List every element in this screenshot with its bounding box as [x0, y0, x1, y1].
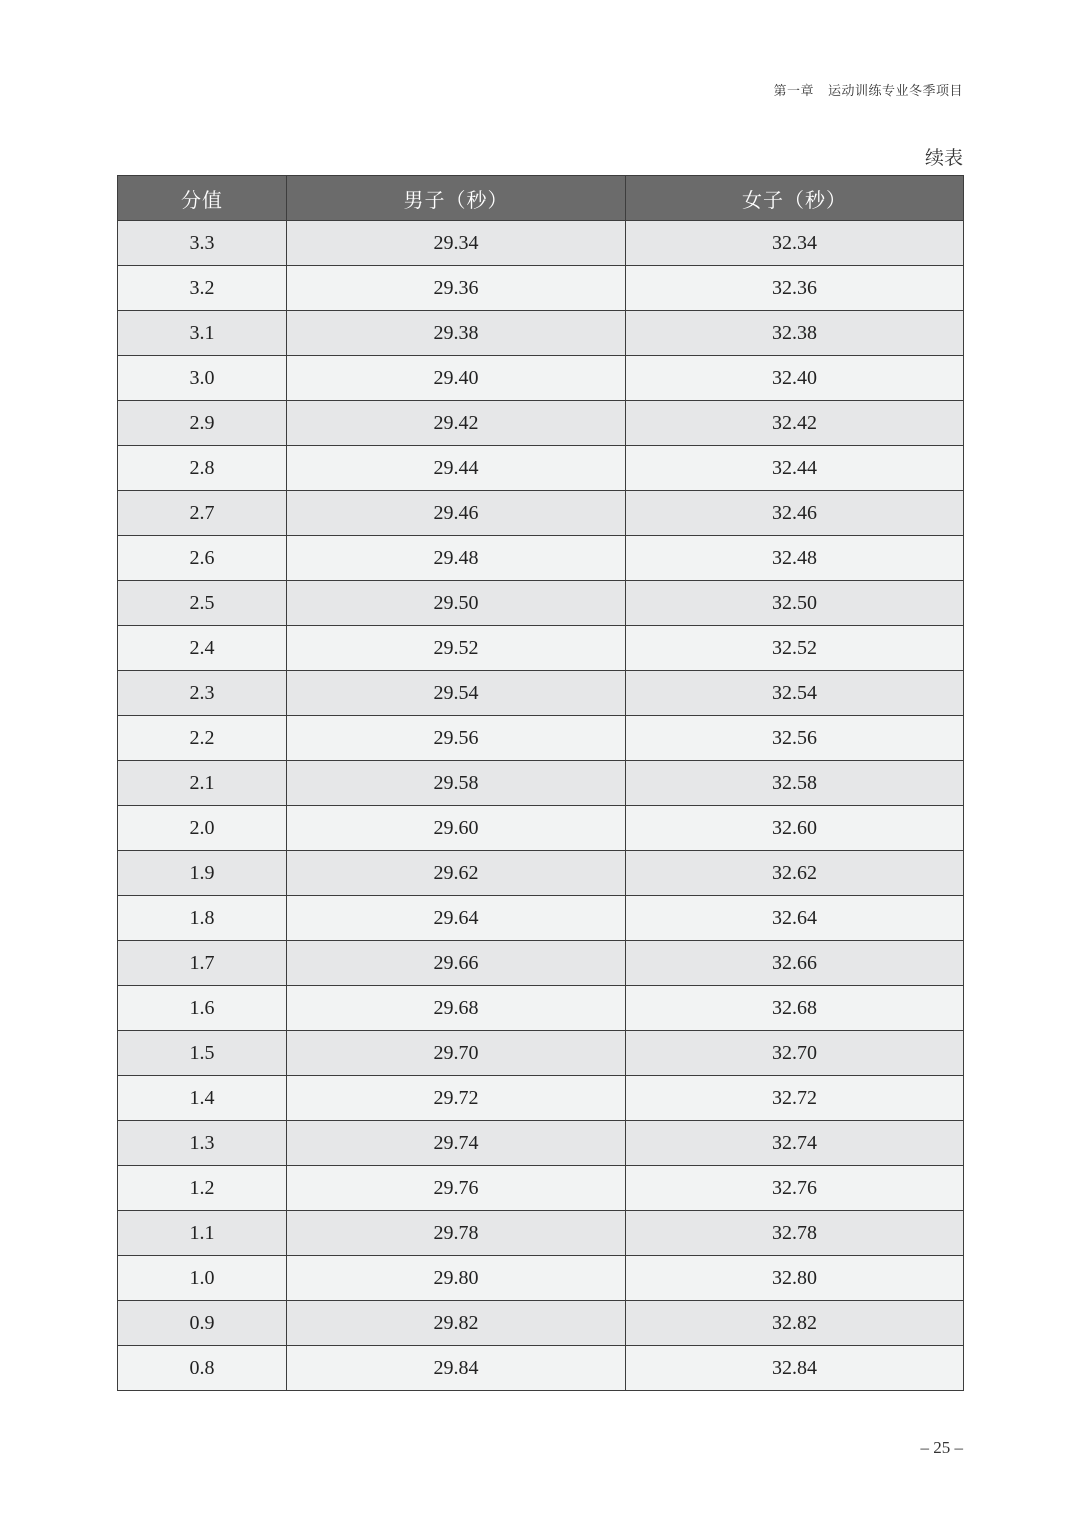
score-cell: 1.9: [118, 851, 287, 896]
male-time-cell: 29.48: [287, 536, 626, 581]
male-time-cell: 29.36: [287, 266, 626, 311]
table-row: [118, 401, 964, 446]
male-time-cell: 29.52: [287, 626, 626, 671]
score-cell: 2.5: [118, 581, 287, 626]
female-time-cell: 32.64: [626, 896, 964, 941]
male-time-cell: 29.64: [287, 896, 626, 941]
table-row: [118, 941, 964, 986]
male-time-cell: 29.84: [287, 1346, 626, 1391]
table-row: [118, 851, 964, 896]
male-time-cell: 29.56: [287, 716, 626, 761]
table-row: [118, 536, 964, 581]
male-time-cell: 29.38: [287, 311, 626, 356]
table-row: [118, 986, 964, 1031]
female-time-cell: 32.84: [626, 1346, 964, 1391]
score-cell: 3.3: [118, 221, 287, 266]
table-row: [118, 1301, 964, 1346]
score-cell: 2.7: [118, 491, 287, 536]
female-time-cell: 32.40: [626, 356, 964, 401]
female-time-cell: 32.74: [626, 1121, 964, 1166]
male-time-cell: 29.34: [287, 221, 626, 266]
table-row: [118, 1346, 964, 1391]
score-cell: 2.0: [118, 806, 287, 851]
table-row: [118, 716, 964, 761]
female-time-cell: 32.76: [626, 1166, 964, 1211]
table-header-row: [118, 176, 964, 221]
table-row: [118, 1031, 964, 1076]
score-cell: 1.0: [118, 1256, 287, 1301]
male-time-cell: 29.80: [287, 1256, 626, 1301]
female-time-cell: 32.36: [626, 266, 964, 311]
female-time-cell: 32.62: [626, 851, 964, 896]
female-time-cell: 32.46: [626, 491, 964, 536]
score-cell: 0.8: [118, 1346, 287, 1391]
score-cell: 2.9: [118, 401, 287, 446]
female-time-cell: 32.56: [626, 716, 964, 761]
score-cell: 2.1: [118, 761, 287, 806]
male-time-cell: 29.42: [287, 401, 626, 446]
table-row: [118, 1121, 964, 1166]
score-cell: 2.3: [118, 671, 287, 716]
score-table: [117, 175, 964, 1391]
table-row: [118, 626, 964, 671]
header-male-seconds: 男子（秒）: [287, 176, 626, 221]
female-time-cell: 32.42: [626, 401, 964, 446]
score-cell: 1.1: [118, 1211, 287, 1256]
score-cell: 1.2: [118, 1166, 287, 1211]
table-row: [118, 896, 964, 941]
score-cell: 1.7: [118, 941, 287, 986]
score-cell: 1.6: [118, 986, 287, 1031]
female-time-cell: 32.58: [626, 761, 964, 806]
female-time-cell: 32.78: [626, 1211, 964, 1256]
female-time-cell: 32.70: [626, 1031, 964, 1076]
female-time-cell: 32.50: [626, 581, 964, 626]
score-cell: 2.8: [118, 446, 287, 491]
score-cell: 0.9: [118, 1301, 287, 1346]
female-time-cell: 32.52: [626, 626, 964, 671]
table-row: [118, 356, 964, 401]
table-row: [118, 446, 964, 491]
male-time-cell: 29.40: [287, 356, 626, 401]
male-time-cell: 29.46: [287, 491, 626, 536]
table-row: [118, 311, 964, 356]
female-time-cell: 32.82: [626, 1301, 964, 1346]
table-row: [118, 761, 964, 806]
table-row: [118, 1076, 964, 1121]
male-time-cell: 29.70: [287, 1031, 626, 1076]
score-cell: 3.0: [118, 356, 287, 401]
score-cell: 2.4: [118, 626, 287, 671]
header-score: 分值: [118, 176, 287, 221]
running-header: [773, 80, 963, 99]
female-time-cell: 32.72: [626, 1076, 964, 1121]
score-cell: 2.2: [118, 716, 287, 761]
male-time-cell: 29.66: [287, 941, 626, 986]
male-time-cell: 29.62: [287, 851, 626, 896]
table-row: [118, 1256, 964, 1301]
table-row: [118, 266, 964, 311]
male-time-cell: 29.44: [287, 446, 626, 491]
male-time-cell: 29.68: [287, 986, 626, 1031]
female-time-cell: 32.44: [626, 446, 964, 491]
header-female-seconds: 女子（秒）: [626, 176, 964, 221]
female-time-cell: 32.34: [626, 221, 964, 266]
chapter-title: 运动训练专业冬季项目: [827, 83, 963, 98]
female-time-cell: 32.38: [626, 311, 964, 356]
female-time-cell: 32.66: [626, 941, 964, 986]
table-caption-continued: 续表: [924, 147, 963, 169]
score-cell: 1.3: [118, 1121, 287, 1166]
male-time-cell: 29.76: [287, 1166, 626, 1211]
male-time-cell: 29.60: [287, 806, 626, 851]
score-cell: 1.8: [118, 896, 287, 941]
score-cell: 3.2: [118, 266, 287, 311]
male-time-cell: 29.50: [287, 581, 626, 626]
male-time-cell: 29.82: [287, 1301, 626, 1346]
female-time-cell: 32.54: [626, 671, 964, 716]
score-cell: 1.5: [118, 1031, 287, 1076]
male-time-cell: 29.58: [287, 761, 626, 806]
female-time-cell: 32.60: [626, 806, 964, 851]
table-row: [118, 1166, 964, 1211]
table-row: [118, 671, 964, 716]
female-time-cell: 32.48: [626, 536, 964, 581]
female-time-cell: 32.80: [626, 1256, 964, 1301]
table-row: [118, 221, 964, 266]
female-time-cell: 32.68: [626, 986, 964, 1031]
score-cell: 1.4: [118, 1076, 287, 1121]
table-row: [118, 581, 964, 626]
score-cell: 2.6: [118, 536, 287, 581]
table-row: [118, 1211, 964, 1256]
page-number: – 25 –: [920, 1438, 963, 1457]
score-cell: 3.1: [118, 311, 287, 356]
male-time-cell: 29.74: [287, 1121, 626, 1166]
male-time-cell: 29.78: [287, 1211, 626, 1256]
male-time-cell: 29.54: [287, 671, 626, 716]
table-row: [118, 806, 964, 851]
table-row: [118, 491, 964, 536]
table-body: [118, 221, 964, 1391]
male-time-cell: 29.72: [287, 1076, 626, 1121]
chapter-label: 第一章: [773, 83, 814, 98]
